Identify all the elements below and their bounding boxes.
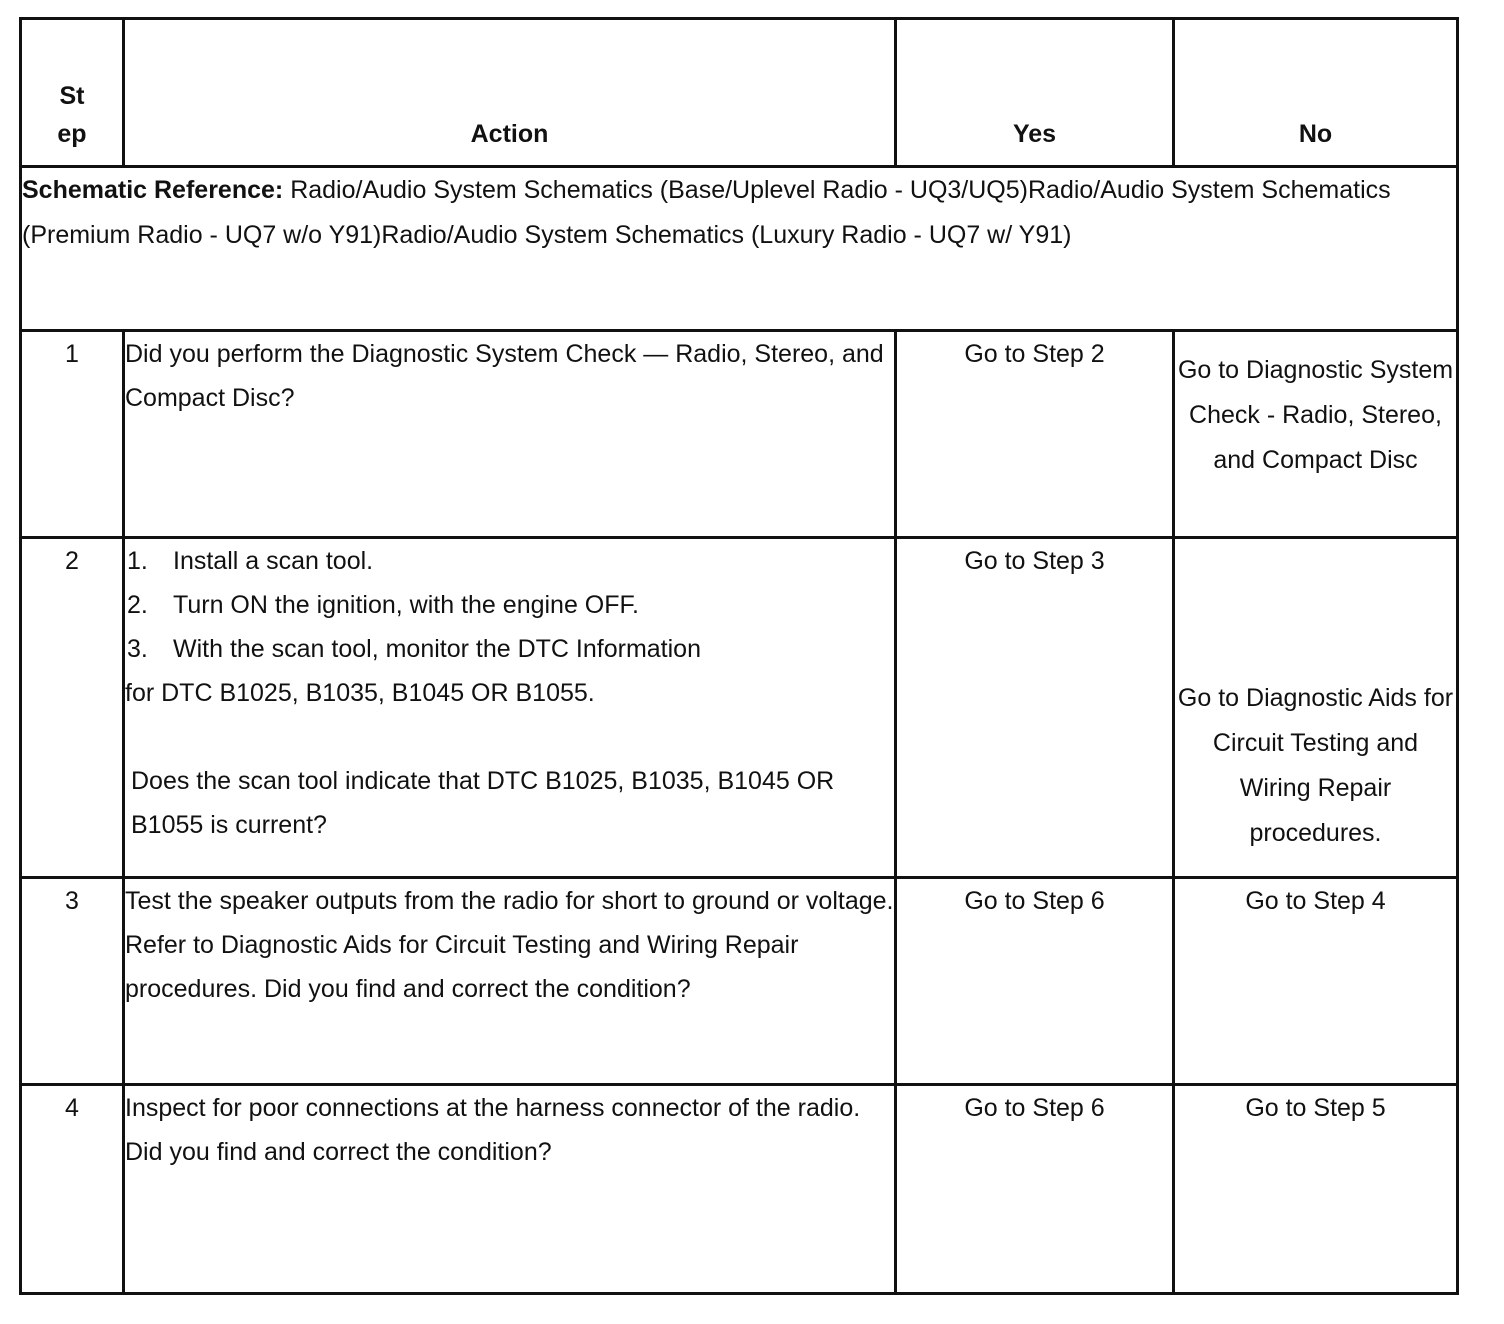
step-header-line1: St xyxy=(59,82,85,110)
header-row xyxy=(21,19,1458,167)
list-item-number: 3. xyxy=(127,635,148,663)
action-column-header: Action xyxy=(124,19,896,167)
yes-cell: Go to Step 6 xyxy=(896,1085,1174,1294)
yes-cell: Go to Step 2 xyxy=(896,331,1174,538)
action-steps-list xyxy=(125,539,894,671)
action-cell: Test the speaker outputs from the radio for short to ground or voltage. Refer to Diagnostic Aids for Circuit Testing and Wiring Repair procedures. Did you find and correct the condition? xyxy=(124,878,896,1085)
table-row xyxy=(21,878,1458,1085)
step-column-header xyxy=(21,19,124,167)
action-continuation: for DTC B1025, B1035, B1045 OR B1055. xyxy=(125,679,595,707)
action-cell: Did you perform the Diagnostic System Check — Radio, Stereo, and Compact Disc? xyxy=(124,331,896,538)
list-item-text: With the scan tool, monitor the DTC Information xyxy=(173,635,701,663)
no-column-header: No xyxy=(1174,19,1458,167)
step-number: 1 xyxy=(21,331,124,538)
diagnostic-table xyxy=(19,17,1459,1295)
yes-column-header: Yes xyxy=(896,19,1174,167)
table-row xyxy=(21,331,1458,538)
schematic-reference-row xyxy=(21,167,1458,331)
schematic-reference-label: Schematic Reference: xyxy=(22,176,284,204)
no-cell: Go to Step 4 xyxy=(1174,878,1458,1085)
list-item xyxy=(125,539,894,583)
step-header-line2: ep xyxy=(57,120,87,148)
action-question: Does the scan tool indicate that DTC B1025, B1035, B1045 OR B1055 is current? xyxy=(131,767,835,839)
no-cell: Go to Diagnostic System Check - Radio, Stereo, and Compact Disc xyxy=(1174,331,1458,538)
table-row xyxy=(21,538,1458,878)
step-number: 2 xyxy=(21,538,124,878)
action-cell: Inspect for poor connections at the harness connector of the radio. Did you find and correct the condition? xyxy=(124,1085,896,1294)
schematic-reference-text: Radio/Audio System Schematics (Base/Uplevel Radio - UQ3/UQ5)Radio/Audio System Schematics (Premium Radio - UQ7 w/o Y91)Radio/Audio System Schematics (Luxury Radio - UQ7 w/ Y91) xyxy=(22,176,1391,249)
schematic-reference-cell xyxy=(21,167,1458,331)
yes-cell: Go to Step 6 xyxy=(896,878,1174,1085)
action-cell xyxy=(124,538,896,878)
list-item-text: Install a scan tool. xyxy=(173,547,374,575)
yes-cell: Go to Step 3 xyxy=(896,538,1174,878)
step-number: 3 xyxy=(21,878,124,1085)
list-item xyxy=(125,627,894,671)
no-cell: Go to Diagnostic Aids for Circuit Testing and Wiring Repair procedures. xyxy=(1174,538,1458,878)
list-item-number: 1. xyxy=(127,547,148,575)
table-row xyxy=(21,1085,1458,1294)
paragraph-gap xyxy=(125,715,894,759)
list-item xyxy=(125,583,894,627)
step-number: 4 xyxy=(21,1085,124,1294)
no-cell: Go to Step 5 xyxy=(1174,1085,1458,1294)
list-item-number: 2. xyxy=(127,591,148,619)
list-item-text: Turn ON the ignition, with the engine OFF. xyxy=(173,591,639,619)
